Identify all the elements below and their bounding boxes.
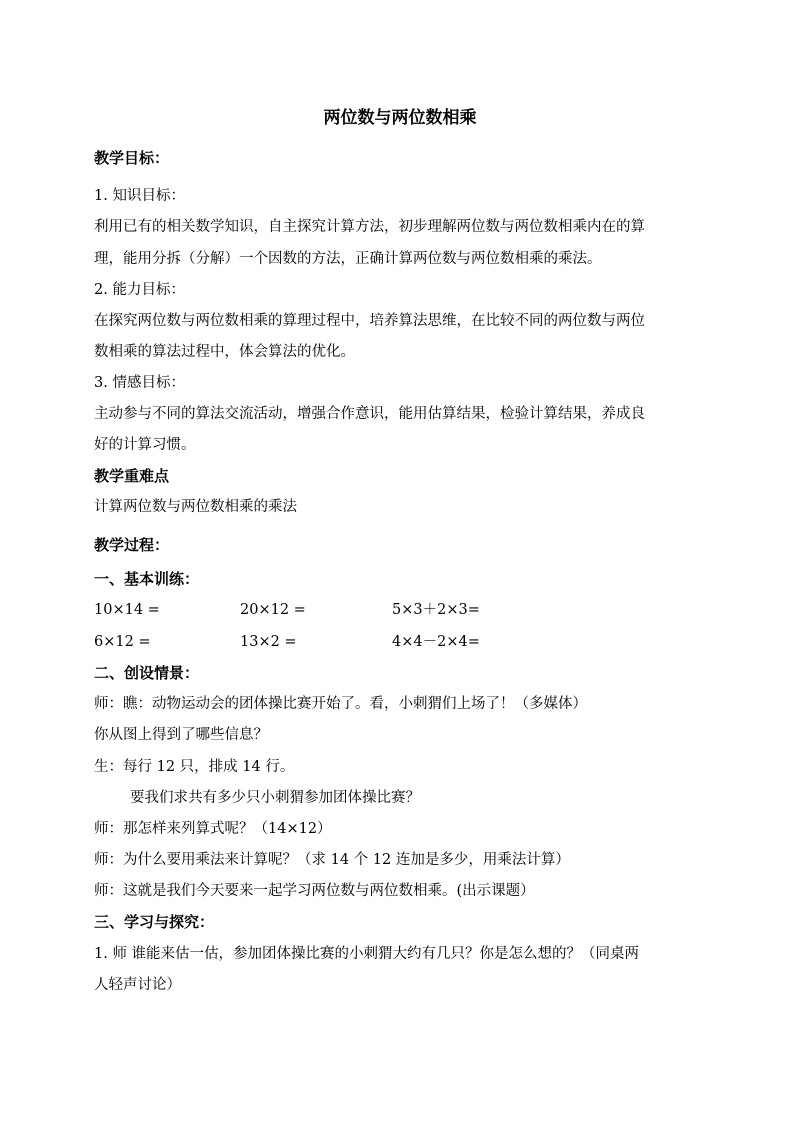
key-points-heading: 教学重难点 <box>94 467 170 485</box>
goal2-text-line1: 在探究两位数与两位数相乘的算理过程中，培养算法思维，在比较不同的两位数与两位 <box>94 313 645 329</box>
exercise-item: 5×3＋2×3= <box>392 602 480 618</box>
exercise-item: 6×12 = <box>94 634 151 650</box>
section1-heading: 一、基本训练： <box>94 570 200 588</box>
goal3-text-line2: 好的计算习惯。 <box>94 437 196 453</box>
key-points-text: 计算两位数与两位数相乘的乘法 <box>94 499 297 515</box>
exercise-row <box>94 600 706 620</box>
dialogue-line: 生：每行 12 只，排成 14 行。 <box>94 759 295 775</box>
exercise-item: 20×12 = <box>240 602 306 618</box>
exercise-item: 13×2 = <box>240 634 297 650</box>
dialogue-line: 1. 师 谁能来估一估，参加团体操比赛的小刺猬大约有几只？你是怎么想的？（同桌两 <box>94 946 640 962</box>
exercise-item: 10×14 = <box>94 602 160 618</box>
dialogue-line: 你从图上得到了哪些信息？ <box>94 727 268 743</box>
section2-heading: 二、创设情景： <box>94 664 200 682</box>
dialogue-line: 师：这就是我们今天要来一起学习两位数与两位数相乘。(出示课题） <box>94 883 535 899</box>
goal1-label: 1. 知识目标： <box>94 188 185 204</box>
goal1-text-line1: 利用已有的相关数学知识，自主探究计算方法，初步理解两位数与两位数相乘内在的算 <box>94 219 645 235</box>
goal3-text-line1: 主动参与不同的算法交流活动，增强合作意识，能用估算结果，检验计算结果，养成良 <box>94 406 645 422</box>
goal2-text-line2: 数相乘的算法过程中，体会算法的优化。 <box>94 344 355 360</box>
dialogue-line: 师：瞧：动物运动会的团体操比赛开始了。看，小刺猬们上场了！（多媒体） <box>94 696 587 712</box>
dialogue-line: 师：为什么要用乘法来计算呢？（求 14 个 12 连加是多少，用乘法计算） <box>94 852 570 868</box>
exercise-item: 4×4－2×4= <box>392 634 480 650</box>
goal2-label: 2. 能力目标： <box>94 282 185 298</box>
exercise-row <box>94 632 706 652</box>
process-heading: 教学过程： <box>94 536 170 554</box>
dialogue-line: 要我们求共有多少只小刺猬参加团体操比赛？ <box>130 790 420 806</box>
section3-heading: 三、学习与探究： <box>94 913 215 931</box>
dialogue-line: 师：那怎样来列算式呢？（14×12） <box>94 821 332 837</box>
dialogue-line: 人轻声讨论） <box>94 977 181 993</box>
goal1-text-line2: 理，能用分拆（分解）一个因数的方法，正确计算两位数与两位数相乘的乘法。 <box>94 251 602 267</box>
document-title: 两位数与两位数相乘 <box>323 108 477 128</box>
goals-heading: 教学目标： <box>94 149 170 167</box>
goal3-label: 3. 情感目标： <box>94 375 185 391</box>
